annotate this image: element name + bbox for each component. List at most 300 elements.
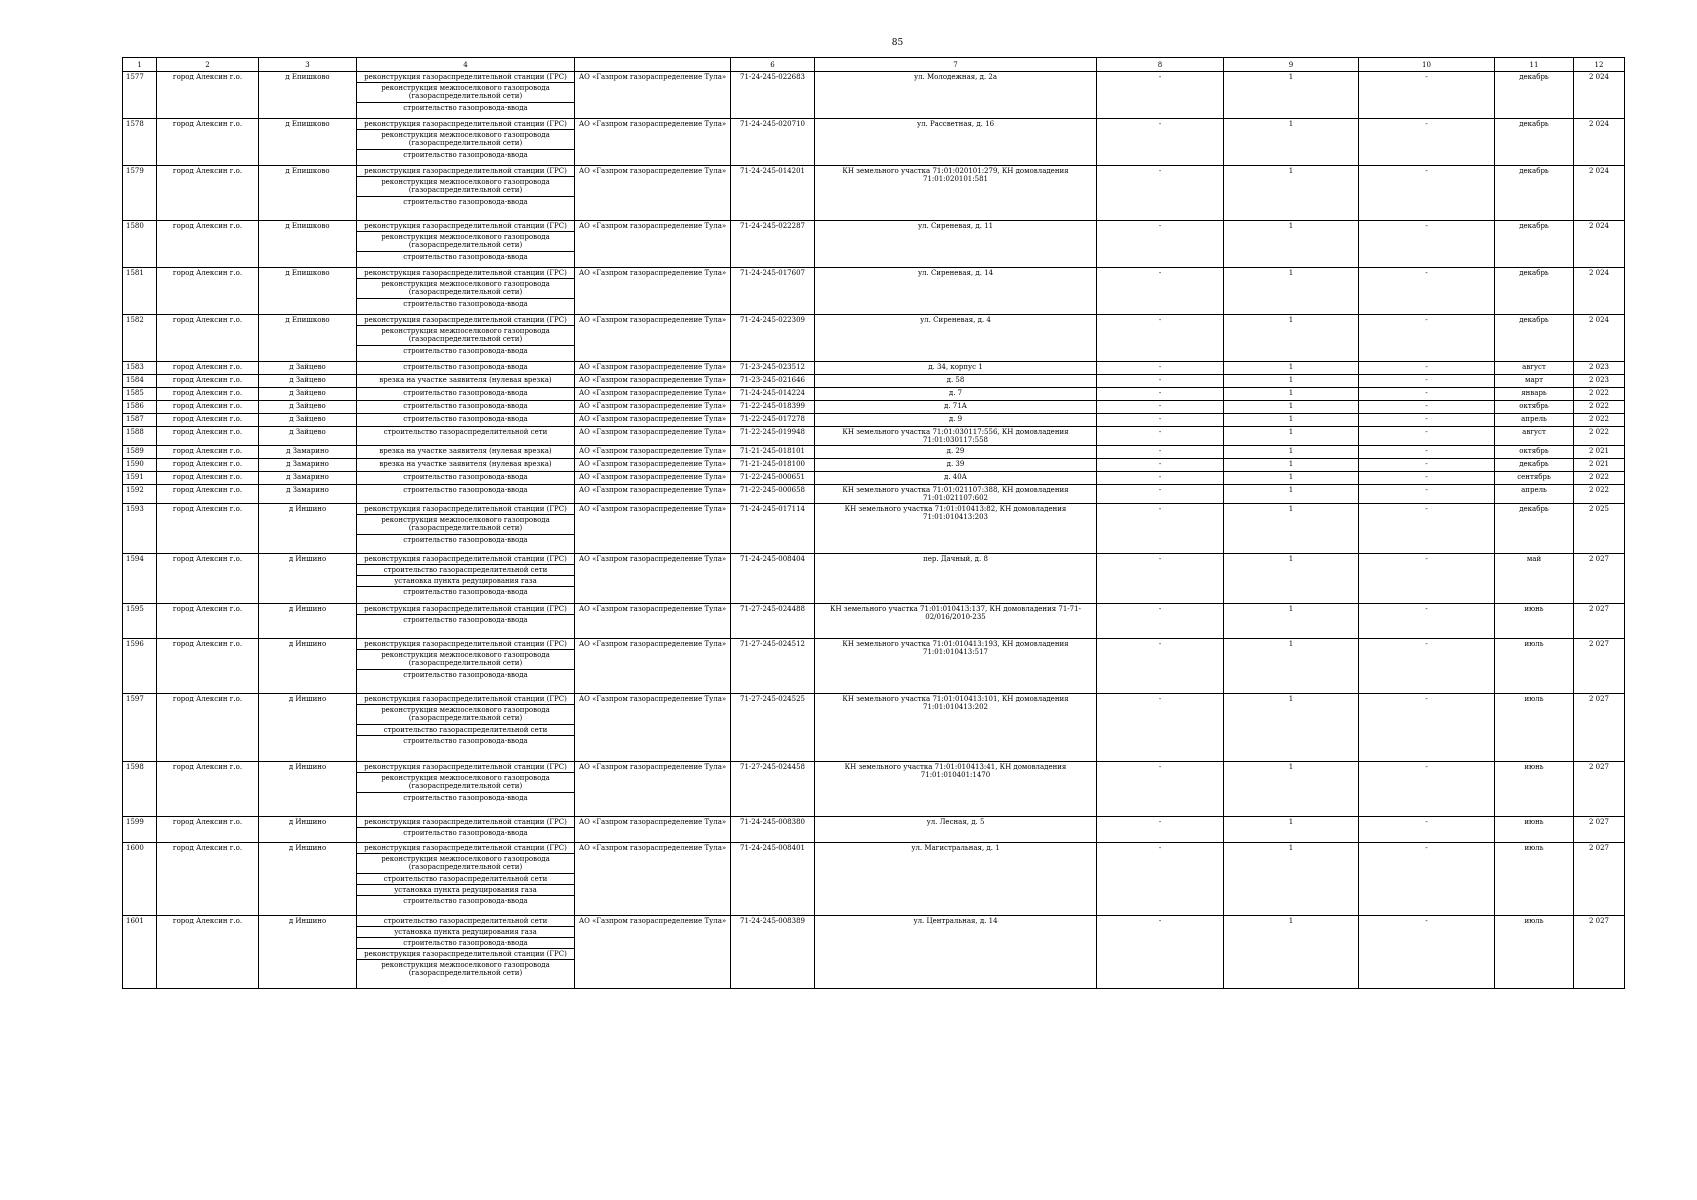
cell-no: 1600 bbox=[123, 843, 157, 916]
cell-code: 71-24-245-020710 bbox=[731, 119, 815, 166]
cell-district: город Алексин г.о. bbox=[157, 604, 259, 639]
work-item: строительство газопровода-ввода bbox=[403, 486, 528, 494]
table-row bbox=[123, 414, 1625, 427]
cell-place: д Зайцево bbox=[259, 427, 357, 446]
cell-no: 1580 bbox=[123, 221, 157, 268]
work-item: строительство газораспределительной сети bbox=[357, 916, 574, 927]
cell-month: апрель bbox=[1495, 414, 1574, 427]
cell-c10: - bbox=[1359, 119, 1495, 166]
cell-works bbox=[357, 72, 575, 119]
cell-month: август bbox=[1495, 427, 1574, 446]
work-item: реконструкция газораспределительной станции (ГРС) bbox=[357, 843, 574, 854]
cell-c8: - bbox=[1097, 843, 1224, 916]
cell-code: 71-24-245-022287 bbox=[731, 221, 815, 268]
cell-place: д Иншино bbox=[259, 554, 357, 604]
cell-c8: - bbox=[1097, 485, 1224, 504]
cell-month: декабрь bbox=[1495, 166, 1574, 221]
cell-place: д Зайцево bbox=[259, 401, 357, 414]
cell-address: д. 39 bbox=[815, 459, 1097, 472]
cell-c9: 1 bbox=[1224, 119, 1359, 166]
cell-c8: - bbox=[1097, 554, 1224, 604]
cell-district: город Алексин г.о. bbox=[157, 375, 259, 388]
cell-district: город Алексин г.о. bbox=[157, 119, 259, 166]
cell-c10: - bbox=[1359, 554, 1495, 604]
cell-place: д Епишково bbox=[259, 268, 357, 315]
cell-year: 2 027 bbox=[1574, 604, 1625, 639]
table-row bbox=[123, 472, 1625, 485]
cell-code: 71-24-245-017114 bbox=[731, 504, 815, 554]
cell-no: 1579 bbox=[123, 166, 157, 221]
cell-district: город Алексин г.о. bbox=[157, 268, 259, 315]
cell-district: город Алексин г.о. bbox=[157, 916, 259, 989]
cell-c10: - bbox=[1359, 268, 1495, 315]
cell-month: октябрь bbox=[1495, 446, 1574, 459]
cell-address: д. 9 bbox=[815, 414, 1097, 427]
cell-no: 1577 bbox=[123, 72, 157, 119]
cell-c10: - bbox=[1359, 817, 1495, 843]
work-item: строительство газопровода-ввода bbox=[403, 363, 528, 371]
cell-place: д Епишково bbox=[259, 221, 357, 268]
cell-year: 2 024 bbox=[1574, 166, 1625, 221]
work-item: реконструкция межпоселкового газопровода (газораспределительной сети) bbox=[357, 773, 574, 793]
cell-org: АО «Газпром газораспределение Тула» bbox=[575, 375, 731, 388]
cell-c8: - bbox=[1097, 166, 1224, 221]
cell-no: 1578 bbox=[123, 119, 157, 166]
cell-code: 71-24-245-022683 bbox=[731, 72, 815, 119]
cell-district: город Алексин г.о. bbox=[157, 315, 259, 362]
cell-district: город Алексин г.о. bbox=[157, 414, 259, 427]
work-item: реконструкция межпоселкового газопровода (газораспределительной сети) bbox=[357, 515, 574, 535]
cell-code: 71-22-245-019948 bbox=[731, 427, 815, 446]
cell-year: 2 023 bbox=[1574, 375, 1625, 388]
table-row bbox=[123, 166, 1625, 221]
cell-year: 2 025 bbox=[1574, 504, 1625, 554]
cell-works bbox=[357, 554, 575, 604]
cell-month: июль bbox=[1495, 843, 1574, 916]
cell-c9: 1 bbox=[1224, 166, 1359, 221]
cell-place: д Иншино bbox=[259, 604, 357, 639]
work-item: строительство газораспределительной сети bbox=[383, 428, 548, 436]
cell-no: 1595 bbox=[123, 604, 157, 639]
cell-place: д Зайцево bbox=[259, 362, 357, 375]
cell-no: 1589 bbox=[123, 446, 157, 459]
cell-place: д Зайцево bbox=[259, 414, 357, 427]
cell-org: АО «Газпром газораспределение Тула» bbox=[575, 72, 731, 119]
cell-c9: 1 bbox=[1224, 414, 1359, 427]
work-item: строительство газопровода-ввода bbox=[403, 616, 528, 624]
cell-c9: 1 bbox=[1224, 446, 1359, 459]
work-item: установка пункта редуцирования газа bbox=[357, 576, 574, 587]
cell-no: 1588 bbox=[123, 427, 157, 446]
cell-c8: - bbox=[1097, 315, 1224, 362]
cell-address: КН земельного участка 71:01:021107:388, КН домовладения 71:01:021107:602 bbox=[815, 485, 1097, 504]
cell-c10: - bbox=[1359, 446, 1495, 459]
cell-year: 2 024 bbox=[1574, 72, 1625, 119]
cell-c8: - bbox=[1097, 401, 1224, 414]
cell-year: 2 021 bbox=[1574, 446, 1625, 459]
cell-works bbox=[357, 401, 575, 414]
cell-district: город Алексин г.о. bbox=[157, 388, 259, 401]
cell-c10: - bbox=[1359, 315, 1495, 362]
cell-code: 71-23-245-023512 bbox=[731, 362, 815, 375]
cell-district: город Алексин г.о. bbox=[157, 554, 259, 604]
cell-no: 1585 bbox=[123, 388, 157, 401]
cell-district: город Алексин г.о. bbox=[157, 504, 259, 554]
cell-org: АО «Газпром газораспределение Тула» bbox=[575, 762, 731, 817]
work-item: реконструкция межпоселкового газопровода (газораспределительной сети) bbox=[381, 961, 550, 977]
cell-works bbox=[357, 916, 575, 989]
cell-place: д Зайцево bbox=[259, 375, 357, 388]
table-row bbox=[123, 446, 1625, 459]
cell-c10: - bbox=[1359, 504, 1495, 554]
cell-org: АО «Газпром газораспределение Тула» bbox=[575, 504, 731, 554]
header-cell: 2 bbox=[157, 58, 259, 72]
cell-year: 2 023 bbox=[1574, 362, 1625, 375]
cell-address: ул. Магистральная, д. 1 bbox=[815, 843, 1097, 916]
cell-c10: - bbox=[1359, 401, 1495, 414]
cell-c8: - bbox=[1097, 446, 1224, 459]
cell-c9: 1 bbox=[1224, 843, 1359, 916]
header-cell: 3 bbox=[259, 58, 357, 72]
cell-address: ул. Рассветная, д. 16 bbox=[815, 119, 1097, 166]
cell-month: июль bbox=[1495, 694, 1574, 762]
cell-address: ул. Лесная, д. 5 bbox=[815, 817, 1097, 843]
cell-c8: - bbox=[1097, 362, 1224, 375]
cell-c8: - bbox=[1097, 375, 1224, 388]
cell-no: 1598 bbox=[123, 762, 157, 817]
cell-year: 2 027 bbox=[1574, 639, 1625, 694]
cell-c8: - bbox=[1097, 119, 1224, 166]
cell-year: 2 027 bbox=[1574, 843, 1625, 916]
cell-year: 2 022 bbox=[1574, 485, 1625, 504]
work-item: строительство газопровода-ввода bbox=[403, 104, 528, 112]
cell-code: 71-24-245-017607 bbox=[731, 268, 815, 315]
cell-district: город Алексин г.о. bbox=[157, 446, 259, 459]
cell-no: 1601 bbox=[123, 916, 157, 989]
cell-code: 71-24-245-008401 bbox=[731, 843, 815, 916]
cell-c10: - bbox=[1359, 762, 1495, 817]
cell-org: АО «Газпром газораспределение Тула» bbox=[575, 639, 731, 694]
work-item: строительство газопровода-ввода bbox=[403, 794, 528, 802]
cell-year: 2 027 bbox=[1574, 916, 1625, 989]
cell-works bbox=[357, 504, 575, 554]
cell-c9: 1 bbox=[1224, 72, 1359, 119]
cell-district: город Алексин г.о. bbox=[157, 639, 259, 694]
cell-no: 1593 bbox=[123, 504, 157, 554]
cell-works bbox=[357, 604, 575, 639]
cell-address: КН земельного участка 71:01:010413:82, КН домовладения 71:01:010413:203 bbox=[815, 504, 1097, 554]
work-item: реконструкция газораспределительной станции (ГРС) bbox=[357, 762, 574, 773]
cell-code: 71-24-245-014224 bbox=[731, 388, 815, 401]
cell-address: д. 7 bbox=[815, 388, 1097, 401]
cell-c9: 1 bbox=[1224, 485, 1359, 504]
cell-year: 2 027 bbox=[1574, 554, 1625, 604]
cell-address: ул. Центральная, д. 14 bbox=[815, 916, 1097, 989]
cell-district: город Алексин г.о. bbox=[157, 472, 259, 485]
cell-district: город Алексин г.о. bbox=[157, 843, 259, 916]
cell-no: 1590 bbox=[123, 459, 157, 472]
cell-org: АО «Газпром газораспределение Тула» bbox=[575, 221, 731, 268]
cell-month: июль bbox=[1495, 916, 1574, 989]
cell-address: КН земельного участка 71:01:020101:279, КН домовладения 71:01:020101:581 bbox=[815, 166, 1097, 221]
work-item: реконструкция газораспределительной станции (ГРС) bbox=[357, 119, 574, 130]
cell-month: июнь bbox=[1495, 762, 1574, 817]
cell-c10: - bbox=[1359, 414, 1495, 427]
cell-month: декабрь bbox=[1495, 459, 1574, 472]
cell-year: 2 027 bbox=[1574, 817, 1625, 843]
work-item: реконструкция межпоселкового газопровода (газораспределительной сети) bbox=[357, 177, 574, 197]
cell-code: 71-24-245-022309 bbox=[731, 315, 815, 362]
work-item: реконструкция межпоселкового газопровода (газораспределительной сети) bbox=[357, 705, 574, 725]
cell-no: 1583 bbox=[123, 362, 157, 375]
cell-place: д Иншино bbox=[259, 916, 357, 989]
cell-c9: 1 bbox=[1224, 459, 1359, 472]
work-item: строительство газопровода-ввода bbox=[403, 300, 528, 308]
works-table bbox=[122, 57, 1625, 989]
cell-c8: - bbox=[1097, 817, 1224, 843]
cell-year: 2 021 bbox=[1574, 459, 1625, 472]
work-item: реконструкция газораспределительной станции (ГРС) bbox=[357, 817, 574, 828]
cell-no: 1597 bbox=[123, 694, 157, 762]
cell-code: 71-27-245-024488 bbox=[731, 604, 815, 639]
cell-c8: - bbox=[1097, 388, 1224, 401]
cell-org: АО «Газпром газораспределение Тула» bbox=[575, 119, 731, 166]
cell-c8: - bbox=[1097, 694, 1224, 762]
cell-district: город Алексин г.о. bbox=[157, 166, 259, 221]
work-item: строительство газопровода-ввода bbox=[403, 415, 528, 423]
cell-works bbox=[357, 485, 575, 504]
cell-place: д Иншино bbox=[259, 504, 357, 554]
work-item: реконструкция газораспределительной станции (ГРС) bbox=[357, 268, 574, 279]
cell-c10: - bbox=[1359, 843, 1495, 916]
cell-works bbox=[357, 375, 575, 388]
cell-address: пер. Дачный, д. 8 bbox=[815, 554, 1097, 604]
cell-c9: 1 bbox=[1224, 388, 1359, 401]
cell-month: декабрь bbox=[1495, 221, 1574, 268]
cell-c8: - bbox=[1097, 472, 1224, 485]
cell-org: АО «Газпром газораспределение Тула» bbox=[575, 166, 731, 221]
cell-month: апрель bbox=[1495, 485, 1574, 504]
cell-works bbox=[357, 221, 575, 268]
work-item: врезка на участке заявителя (нулевая врезка) bbox=[379, 460, 552, 468]
cell-district: город Алексин г.о. bbox=[157, 72, 259, 119]
cell-address: ул. Молодежная, д. 2а bbox=[815, 72, 1097, 119]
cell-district: город Алексин г.о. bbox=[157, 694, 259, 762]
work-item: реконструкция межпоселкового газопровода (газораспределительной сети) bbox=[357, 232, 574, 252]
cell-c10: - bbox=[1359, 472, 1495, 485]
work-item: строительство газопровода-ввода bbox=[403, 671, 528, 679]
cell-place: д Епишково bbox=[259, 315, 357, 362]
cell-place: д Замарино bbox=[259, 472, 357, 485]
work-item: строительство газопровода-ввода bbox=[403, 347, 528, 355]
table-row bbox=[123, 504, 1625, 554]
table-row bbox=[123, 762, 1625, 817]
cell-code: 71-24-245-008389 bbox=[731, 916, 815, 989]
cell-c9: 1 bbox=[1224, 639, 1359, 694]
cell-works bbox=[357, 315, 575, 362]
cell-month: январь bbox=[1495, 388, 1574, 401]
work-item: строительство газопровода-ввода bbox=[403, 829, 528, 837]
header-row bbox=[123, 58, 1625, 72]
cell-org: АО «Газпром газораспределение Тула» bbox=[575, 916, 731, 989]
cell-month: июнь bbox=[1495, 817, 1574, 843]
cell-address: д. 71А bbox=[815, 401, 1097, 414]
table-row bbox=[123, 268, 1625, 315]
cell-c9: 1 bbox=[1224, 427, 1359, 446]
cell-c9: 1 bbox=[1224, 604, 1359, 639]
cell-works bbox=[357, 362, 575, 375]
cell-month: май bbox=[1495, 554, 1574, 604]
cell-district: город Алексин г.о. bbox=[157, 485, 259, 504]
cell-c9: 1 bbox=[1224, 916, 1359, 989]
cell-place: д Замарино bbox=[259, 446, 357, 459]
cell-org: АО «Газпром газораспределение Тула» bbox=[575, 459, 731, 472]
cell-c8: - bbox=[1097, 221, 1224, 268]
work-item: строительство газопровода-ввода bbox=[403, 473, 528, 481]
cell-c9: 1 bbox=[1224, 268, 1359, 315]
cell-month: октябрь bbox=[1495, 401, 1574, 414]
work-item: строительство газораспределительной сети bbox=[357, 874, 574, 885]
table-row bbox=[123, 817, 1625, 843]
cell-code: 71-27-245-024512 bbox=[731, 639, 815, 694]
cell-place: д Епишково bbox=[259, 72, 357, 119]
table-row bbox=[123, 221, 1625, 268]
table-row bbox=[123, 427, 1625, 446]
cell-c9: 1 bbox=[1224, 315, 1359, 362]
cell-c8: - bbox=[1097, 427, 1224, 446]
cell-no: 1596 bbox=[123, 639, 157, 694]
header-cell: 9 bbox=[1224, 58, 1359, 72]
work-item: установка пункта редуцирования газа bbox=[357, 885, 574, 896]
cell-address: КН земельного участка 71:01:010413:101, КН домовладения 71:01:010413:202 bbox=[815, 694, 1097, 762]
cell-no: 1587 bbox=[123, 414, 157, 427]
cell-code: 71-27-245-024525 bbox=[731, 694, 815, 762]
cell-c10: - bbox=[1359, 388, 1495, 401]
cell-c9: 1 bbox=[1224, 762, 1359, 817]
cell-year: 2 022 bbox=[1574, 414, 1625, 427]
cell-year: 2 024 bbox=[1574, 315, 1625, 362]
cell-year: 2 022 bbox=[1574, 427, 1625, 446]
cell-works bbox=[357, 472, 575, 485]
work-item: строительство газопровода-ввода bbox=[403, 897, 528, 905]
cell-place: д Иншино bbox=[259, 817, 357, 843]
cell-code: 71-22-245-017278 bbox=[731, 414, 815, 427]
cell-org: АО «Газпром газораспределение Тула» bbox=[575, 315, 731, 362]
cell-year: 2 027 bbox=[1574, 762, 1625, 817]
cell-place: д Епишково bbox=[259, 166, 357, 221]
cell-c8: - bbox=[1097, 604, 1224, 639]
work-item: установка пункта редуцирования газа bbox=[357, 927, 574, 938]
cell-year: 2 022 bbox=[1574, 388, 1625, 401]
cell-c9: 1 bbox=[1224, 817, 1359, 843]
table-row bbox=[123, 315, 1625, 362]
table-row bbox=[123, 485, 1625, 504]
cell-org: АО «Газпром газораспределение Тула» bbox=[575, 485, 731, 504]
cell-code: 71-27-245-024458 bbox=[731, 762, 815, 817]
cell-org: АО «Газпром газораспределение Тула» bbox=[575, 362, 731, 375]
table-row bbox=[123, 362, 1625, 375]
cell-works bbox=[357, 119, 575, 166]
cell-works bbox=[357, 446, 575, 459]
table-row bbox=[123, 72, 1625, 119]
table-row bbox=[123, 119, 1625, 166]
header-cell: 1 bbox=[123, 58, 157, 72]
cell-month: декабрь bbox=[1495, 315, 1574, 362]
cell-works bbox=[357, 427, 575, 446]
cell-c8: - bbox=[1097, 459, 1224, 472]
header-cell: 7 bbox=[815, 58, 1097, 72]
work-item: строительство газопровода-ввода bbox=[403, 389, 528, 397]
cell-c10: - bbox=[1359, 485, 1495, 504]
cell-c9: 1 bbox=[1224, 504, 1359, 554]
header-cell: 8 bbox=[1097, 58, 1224, 72]
table-row bbox=[123, 843, 1625, 916]
work-item: строительство газопровода-ввода bbox=[357, 938, 574, 949]
cell-org: АО «Газпром газораспределение Тула» bbox=[575, 604, 731, 639]
cell-address: д. 58 bbox=[815, 375, 1097, 388]
cell-works bbox=[357, 414, 575, 427]
work-item: реконструкция межпоселкового газопровода (газораспределительной сети) bbox=[357, 130, 574, 150]
table-row bbox=[123, 554, 1625, 604]
header-cell: 10 bbox=[1359, 58, 1495, 72]
cell-c8: - bbox=[1097, 268, 1224, 315]
cell-c8: - bbox=[1097, 72, 1224, 119]
cell-code: 71-24-245-008404 bbox=[731, 554, 815, 604]
work-item: врезка на участке заявителя (нулевая врезка) bbox=[379, 376, 552, 384]
cell-address: ул. Сиреневая, д. 14 bbox=[815, 268, 1097, 315]
header-cell: 12 bbox=[1574, 58, 1625, 72]
work-item: строительство газопровода-ввода bbox=[403, 536, 528, 544]
table-row bbox=[123, 916, 1625, 989]
cell-code: 71-23-245-021646 bbox=[731, 375, 815, 388]
cell-place: д Иншино bbox=[259, 639, 357, 694]
work-item: реконструкция газораспределительной станции (ГРС) bbox=[357, 604, 574, 615]
cell-month: август bbox=[1495, 362, 1574, 375]
table-row bbox=[123, 401, 1625, 414]
work-item: реконструкция газораспределительной станции (ГРС) bbox=[357, 72, 574, 83]
cell-c10: - bbox=[1359, 916, 1495, 989]
work-item: реконструкция газораспределительной станции (ГРС) bbox=[357, 166, 574, 177]
cell-c10: - bbox=[1359, 375, 1495, 388]
cell-place: д Епишково bbox=[259, 119, 357, 166]
cell-org: АО «Газпром газораспределение Тула» bbox=[575, 427, 731, 446]
work-item: реконструкция газораспределительной станции (ГРС) bbox=[357, 949, 574, 960]
cell-district: город Алексин г.о. bbox=[157, 762, 259, 817]
cell-org: АО «Газпром газораспределение Тула» bbox=[575, 472, 731, 485]
table-row bbox=[123, 388, 1625, 401]
cell-code: 71-24-245-014201 bbox=[731, 166, 815, 221]
cell-works bbox=[357, 268, 575, 315]
cell-c8: - bbox=[1097, 504, 1224, 554]
cell-place: д Замарино bbox=[259, 485, 357, 504]
work-item: реконструкция межпоселкового газопровода (газораспределительной сети) bbox=[357, 650, 574, 670]
cell-works bbox=[357, 762, 575, 817]
cell-code: 71-22-245-000658 bbox=[731, 485, 815, 504]
cell-no: 1586 bbox=[123, 401, 157, 414]
cell-place: д Замарино bbox=[259, 459, 357, 472]
table-row bbox=[123, 459, 1625, 472]
cell-year: 2 027 bbox=[1574, 694, 1625, 762]
cell-address: д. 29 bbox=[815, 446, 1097, 459]
cell-no: 1599 bbox=[123, 817, 157, 843]
cell-no: 1584 bbox=[123, 375, 157, 388]
header-cell: 4 bbox=[357, 58, 575, 72]
cell-c8: - bbox=[1097, 414, 1224, 427]
work-item: врезка на участке заявителя (нулевая врезка) bbox=[379, 447, 552, 455]
cell-month: декабрь bbox=[1495, 504, 1574, 554]
cell-c10: - bbox=[1359, 72, 1495, 119]
cell-c10: - bbox=[1359, 427, 1495, 446]
